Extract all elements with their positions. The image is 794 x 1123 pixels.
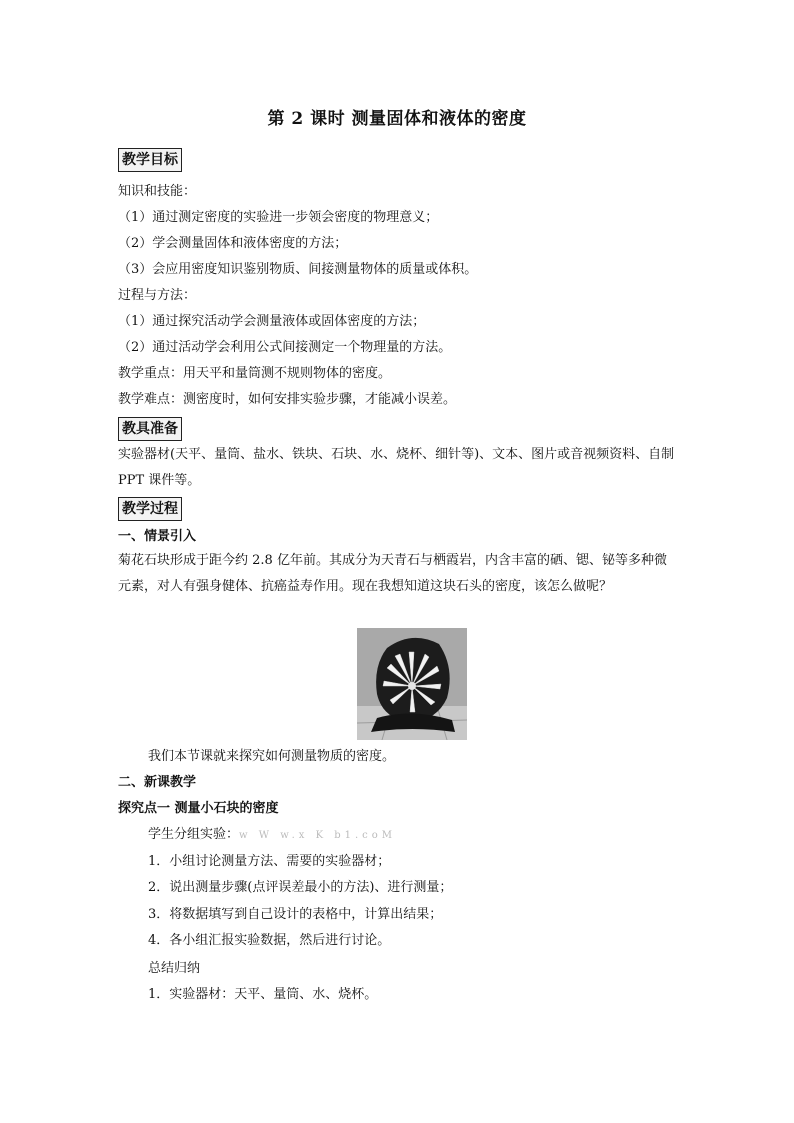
process-item: （1）通过探究活动学会测量液体或固体密度的方法； bbox=[118, 314, 426, 329]
knowledge-item: （2）学会测量固体和液体密度的方法； bbox=[118, 236, 348, 251]
after-image-text: 我们本节课就来探究如何测量物质的密度。 bbox=[148, 749, 396, 764]
materials-text: 实验器材(天平、量筒、盐水、铁块、石块、水、烧杯、细针等)、文本、图片或音视频资料、自制 PPT 课件等。 bbox=[118, 447, 675, 488]
knowledge-item: （1）通过测定密度的实验进一步领会密度的物理意义； bbox=[118, 210, 439, 225]
step-item: 1．小组讨论测量方法、需要的实验器材； bbox=[148, 854, 391, 869]
explore1-title: 探究点一 测量小石块的密度 bbox=[118, 801, 279, 816]
step-item: 2．说出测量步骤(点评误差最小的方法)、进行测量； bbox=[148, 880, 453, 895]
knowledge-label: 知识和技能： bbox=[118, 184, 197, 199]
difficulty: 教学难点：测密度时，如何安排实验步骤，才能减小误差。 bbox=[118, 392, 457, 407]
watermark-text: w W w.x K b1.coM bbox=[239, 830, 397, 841]
process-item: （2）通过活动学会利用公式间接测定一个物理量的方法。 bbox=[118, 340, 452, 355]
part1-text: 菊花石块形成于距今约 2.8 亿年前。其成分为天青石与栖霞岩，内含丰富的硒、锶、铋等多种微元素，对人有强身健体、抗癌益寿作用。现在我想知道这块石头的密度，该怎么做呢？ bbox=[118, 553, 667, 594]
group-experiment bbox=[148, 826, 396, 845]
chrysanthemum-stone-image bbox=[357, 628, 467, 740]
group-label: 学生分组实验： bbox=[148, 827, 240, 842]
key-point: 教学重点：用天平和量筒测不规则物体的密度。 bbox=[118, 366, 392, 381]
section-heading-materials: 教具准备 bbox=[118, 417, 182, 441]
summary-label: 总结归纳 bbox=[148, 961, 201, 976]
page-title: 第 2 课时 测量固体和液体的密度 bbox=[267, 109, 527, 129]
part2-title: 二、新课教学 bbox=[118, 775, 197, 790]
knowledge-item: （3）会应用密度知识鉴别物质、间接测量物体的质量或体积。 bbox=[118, 262, 478, 277]
step-item: 4．各小组汇报实验数据，然后进行讨论。 bbox=[148, 933, 391, 948]
step-item: 3．将数据填写到自己设计的表格中，计算出结果； bbox=[148, 907, 443, 922]
summary-item: 1．实验器材：天平、量筒、水、烧杯。 bbox=[148, 987, 378, 1002]
part1-title: 一、情景引入 bbox=[118, 529, 197, 544]
process-label: 过程与方法： bbox=[118, 288, 197, 303]
section-heading-goals: 教学目标 bbox=[118, 148, 182, 172]
section-heading-process: 教学过程 bbox=[118, 497, 182, 521]
